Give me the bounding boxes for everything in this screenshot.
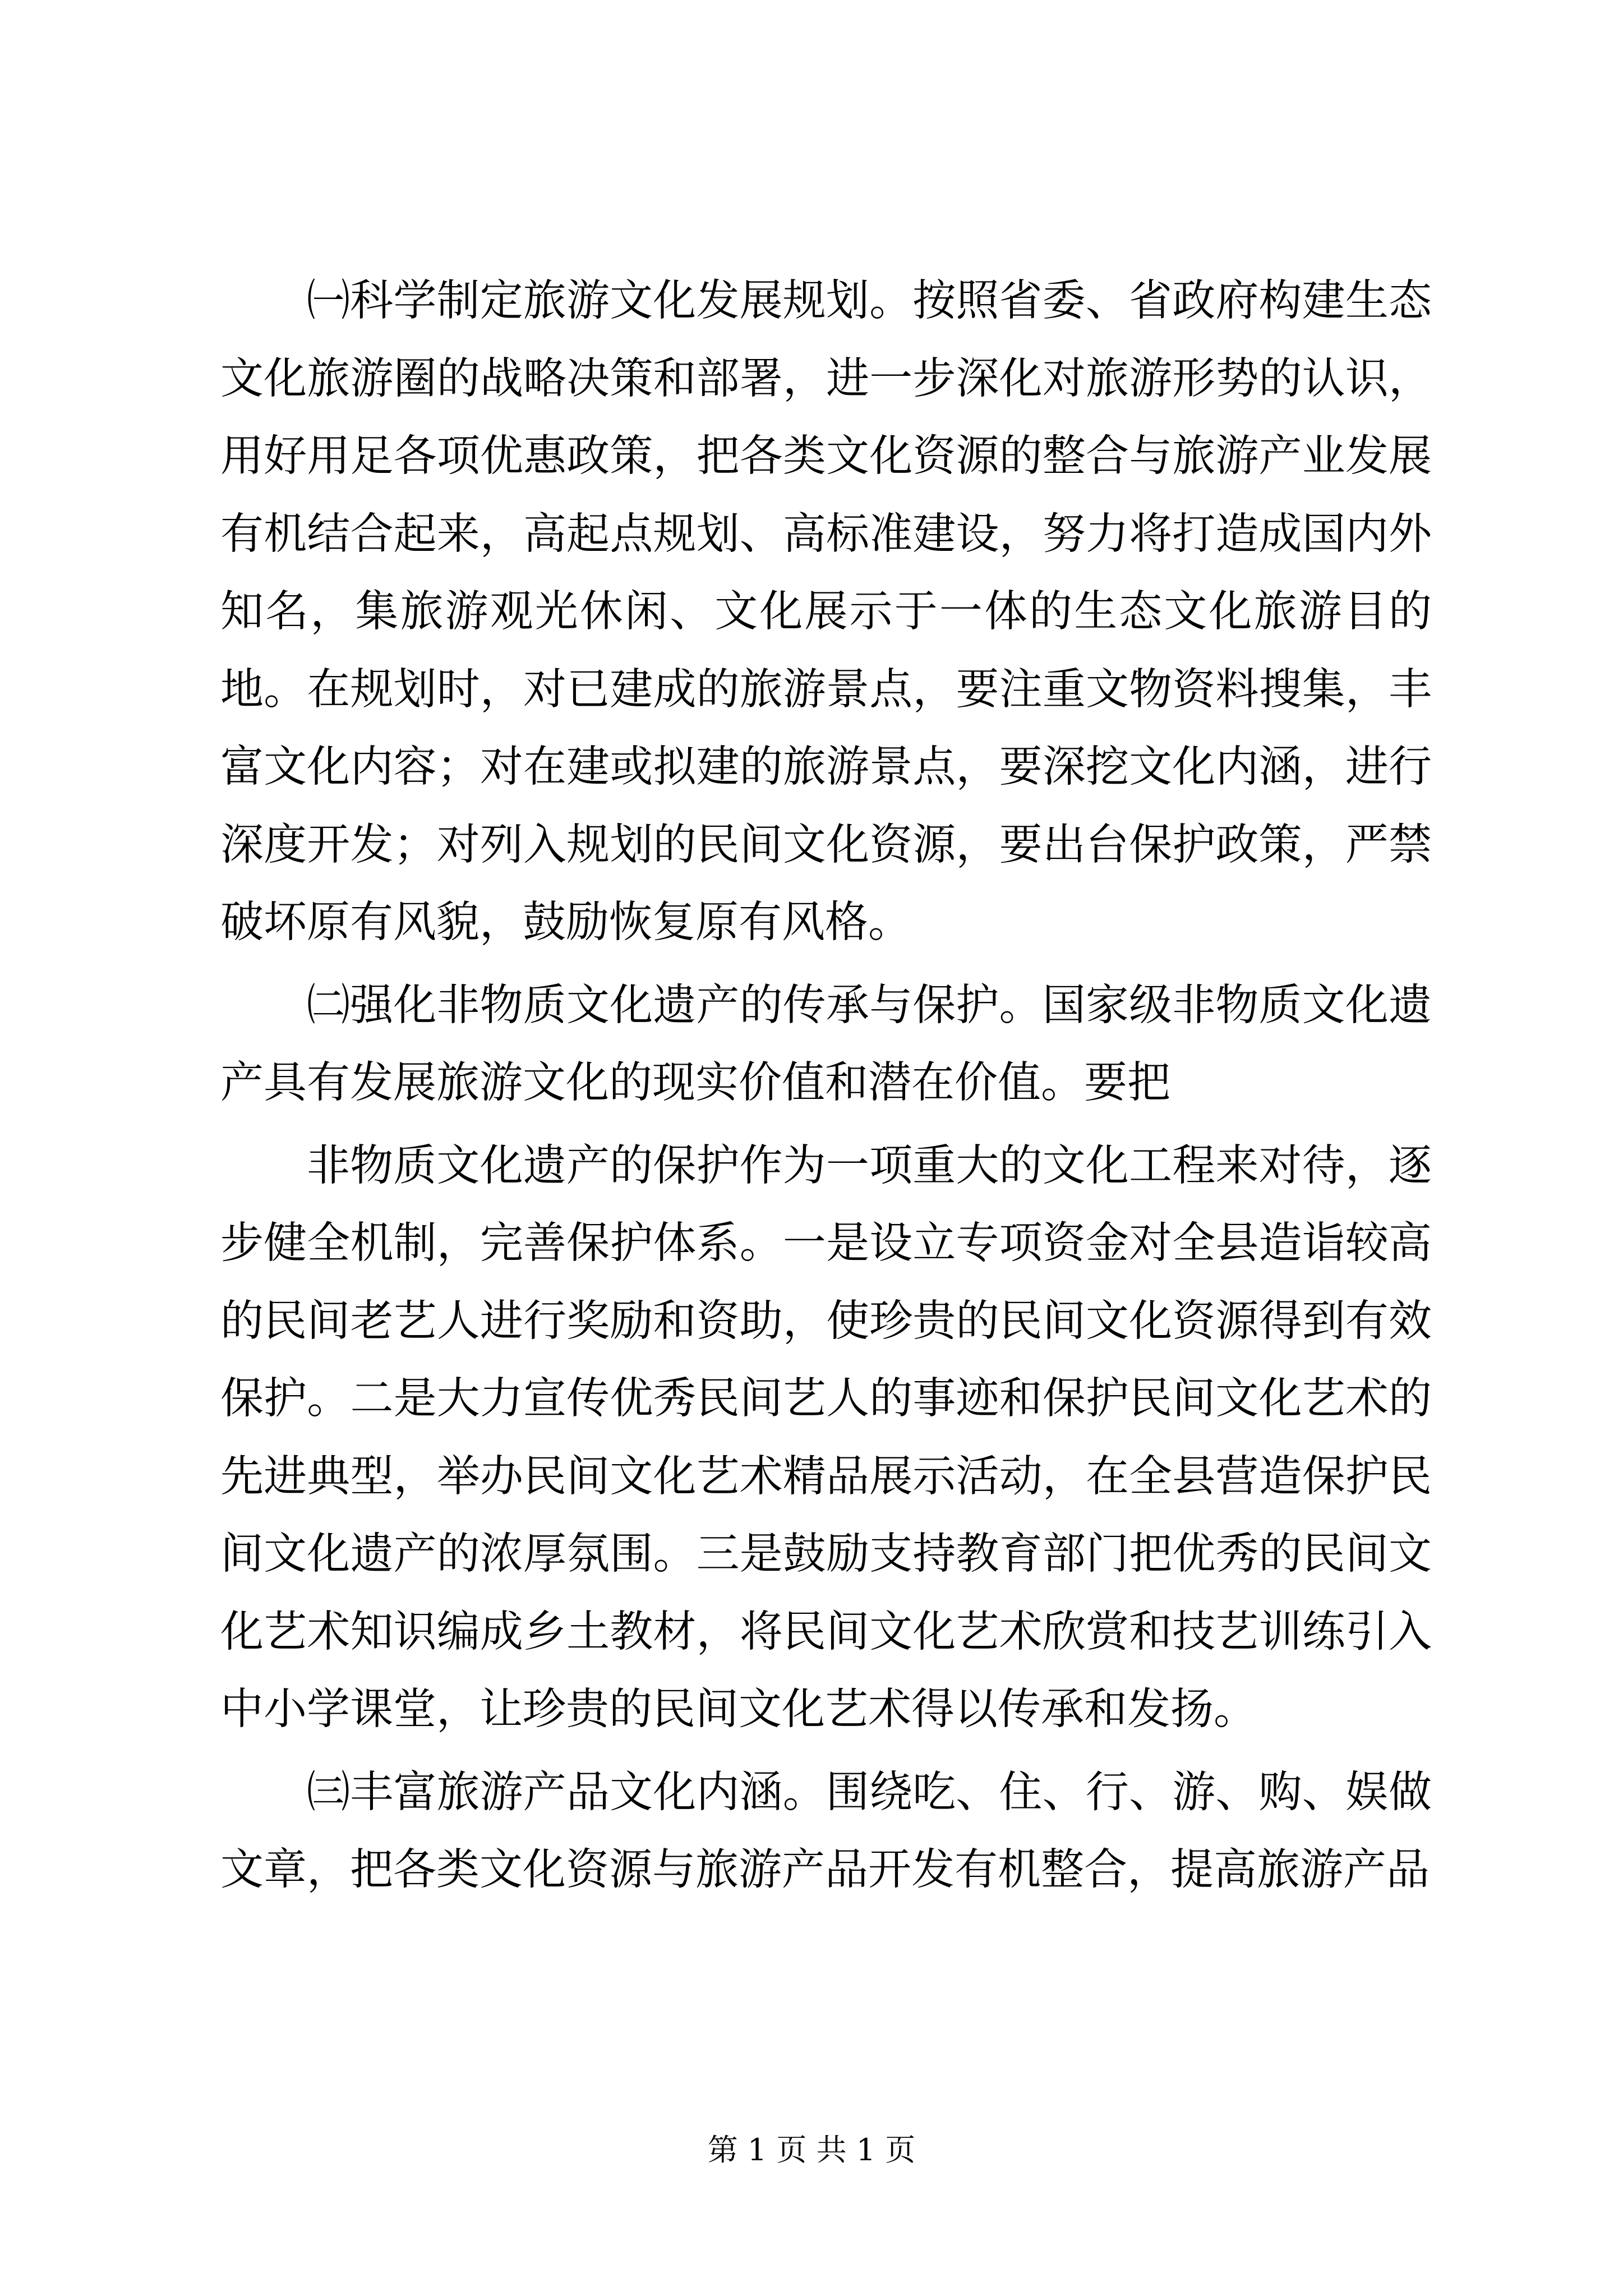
document-body: [220, 263, 1432, 1915]
paragraph-tourism-products: ㈢丰富旅游产品文化内涵。围绕吃、住、行、游、购、娱做文章，把各类文化资源与旅游产品开发有机整合，提高旅游产品: [220, 1767, 1432, 1895]
page-footer: 第 1 页 共 1 页: [707, 2132, 916, 2168]
paragraph-heritage-measures: 非物质文化遗产的保护作为一项重大的文化工程来对待，逐步健全机制，完善保护体系。一是设立专项资金对全县造诣较高的民间老艺人进行奖励和资助，使珍贵的民间文化资源得到有效保护。二是大力宣传优秀民间艺人的事迹和保护民间文化艺术的先进典型，举办民间文化艺术精品展示活动，在全县营造保护民间文化遗产的浓厚氛围。三是鼓励支持教育部门把优秀的民间文化艺术知识编成乡土教材，将民间文化艺术欣赏和技艺训练引入中小学课堂，让珍贵的民间文化艺术得以传承和发扬。: [220, 1140, 1432, 1734]
paragraph-heritage-protection: ㈡强化非物质文化遗产的传承与保护。国家级非物质文化遗产具有发展旅游文化的现实价值和潜在价值。要把: [220, 980, 1432, 1108]
paragraph-planning: ㈠科学制定旅游文化发展规划。按照省委、省政府构建生态文化旅游圈的战略决策和部署，进一步深化对旅游形势的认识，用好用足各项优惠政策，把各类文化资源的整合与旅游产业发展有机结合起来，高起点规划、高标准建设，努力将打造成国内外知名，集旅游观光休闲、文化展示于一体的生态文化旅游目的地。在规划时，对已建成的旅游景点，要注重文物资料搜集，丰富文化内容；对在建或拟建的旅游景点，要深挖文化内涵，进行深度开发；对列入规划的民间文化资源，要出台保护政策，严禁破坏原有风貌，鼓励恢复原有风格。: [220, 276, 1432, 947]
